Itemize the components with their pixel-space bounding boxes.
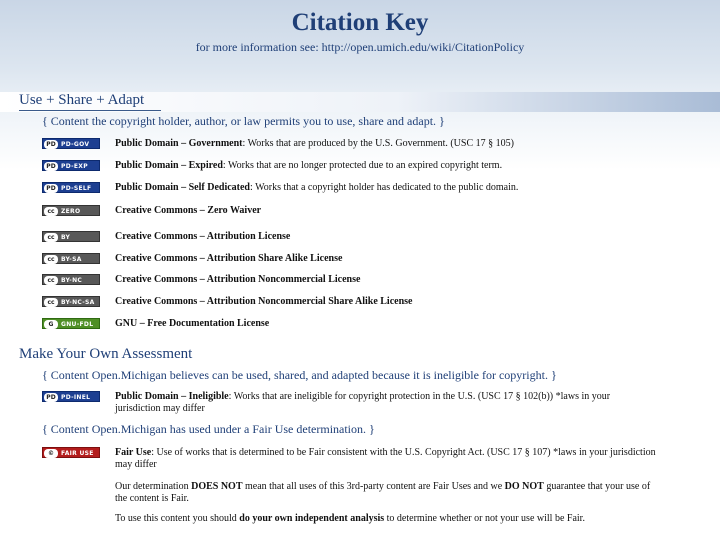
public-domain-icon: PD: [44, 184, 58, 193]
license-title: Creative Commons – Attribution License: [115, 231, 291, 242]
license-row-gnu-fdl: [42, 317, 712, 333]
section-heading-assessment: Make Your Own Assessment: [19, 346, 193, 362]
license-row-cc-by-nc: [42, 273, 712, 289]
public-domain-icon: PD: [44, 140, 58, 149]
license-text: : Works that are no longer protected due to an expired copyright term.: [222, 160, 503, 171]
license-text-cont: may differ: [115, 459, 157, 470]
cc-icon: cc: [44, 276, 58, 285]
license-title: Fair Use: [115, 447, 152, 458]
section-description: { Content the copyright holder, author, or law permits you to use, share and adapt. }: [42, 114, 445, 128]
cc-icon: cc: [44, 255, 58, 264]
license-title: Creative Commons – Attribution Noncommercial Share Alike License: [115, 296, 413, 307]
fair-use-icon: ©: [44, 449, 58, 458]
public-domain-icon: PD: [44, 393, 58, 402]
license-title: Creative Commons – Zero Waiver: [115, 205, 262, 216]
license-text: : Works that are ineligible for copyright protection in the U.S. (USC 17 § 102(b)) *laws in your: [228, 391, 611, 402]
license-title: GNU – Free Documentation License: [115, 318, 270, 329]
license-title: Public Domain – Self Dedicated: [115, 182, 250, 193]
cc-by-sa-badge-icon: cc BY-SA: [42, 253, 100, 264]
license-text: : Works that are produced by the U.S. Government. (USC 17 § 105): [242, 138, 514, 149]
cc-icon: cc: [44, 233, 58, 242]
license-row-pd-exp: [42, 159, 712, 175]
public-domain-icon: PD: [44, 162, 58, 171]
license-row-cc-by: [42, 230, 712, 246]
pd-gov-badge-icon: PD PD-GOV: [42, 138, 100, 149]
license-title: Public Domain – Government: [115, 138, 243, 149]
license-row-pd-self: [42, 181, 712, 197]
gnu-fdl-badge-icon: G GNU-FDL: [42, 318, 100, 329]
cc-zero-badge-icon: cc ZERO: [42, 205, 100, 216]
license-row-pd-inel: [42, 390, 712, 414]
ineligible-description: { Content Open.Michigan believes can be used, shared, and adapted because it is ineligible for copyright. }: [42, 368, 557, 382]
license-row-cc-zero: [42, 204, 712, 220]
fair-use-badge-icon: © FAIR USE: [42, 447, 100, 458]
cc-icon: cc: [44, 298, 58, 307]
fair-use-description: { Content Open.Michigan has used under a Fair Use determination. }: [42, 422, 375, 436]
license-row-pd-gov: [42, 137, 712, 153]
pd-self-badge-icon: PD PD-SELF: [42, 182, 100, 193]
cc-icon: cc: [44, 207, 58, 216]
license-row-cc-by-sa: [42, 252, 712, 268]
page-title: Citation Key: [291, 9, 429, 36]
section-heading-use-share-adapt: Use + Share + Adapt: [19, 92, 145, 108]
section-underline: [19, 110, 161, 111]
license-title: Public Domain – Ineligible: [115, 391, 229, 402]
fair-use-disclaimer: Our determination DOES NOT mean that all uses of this 3rd-party content are Fair Uses and we DO NOT guarantee that your use of the content is Fair.: [115, 481, 651, 504]
policy-link-text: for more information see: http://open.umich.edu/wiki/CitationPolicy: [195, 40, 525, 54]
license-text-cont: jurisdiction may differ: [115, 403, 205, 414]
fair-use-instruction: To use this content you should do your own independent analysis to determine whether or not your use will be Fair.: [115, 513, 585, 524]
license-title: Public Domain – Expired: [115, 160, 223, 171]
license-row-cc-by-nc-sa: [42, 295, 712, 311]
license-text: : Works that a copyright holder has dedicated to the public domain.: [250, 182, 519, 193]
license-title: Creative Commons – Attribution Share Alike License: [115, 253, 343, 264]
cc-by-nc-sa-badge-icon: cc BY-NC-SA: [42, 296, 100, 307]
pd-inel-badge-icon: PD PD-INEL: [42, 391, 100, 402]
gnu-icon: G: [44, 320, 58, 329]
cc-by-nc-badge-icon: cc BY-NC: [42, 274, 100, 285]
cc-by-badge-icon: cc BY: [42, 231, 100, 242]
license-row-fair-use: [42, 446, 712, 470]
pd-exp-badge-icon: PD PD-EXP: [42, 160, 100, 171]
license-title: Creative Commons – Attribution Noncommercial License: [115, 274, 361, 285]
license-text: : Use of works that is determined to be Fair consistent with the U.S. Copyright Act. (USC 17 § 107) *laws in your jurisdiction: [151, 447, 656, 458]
